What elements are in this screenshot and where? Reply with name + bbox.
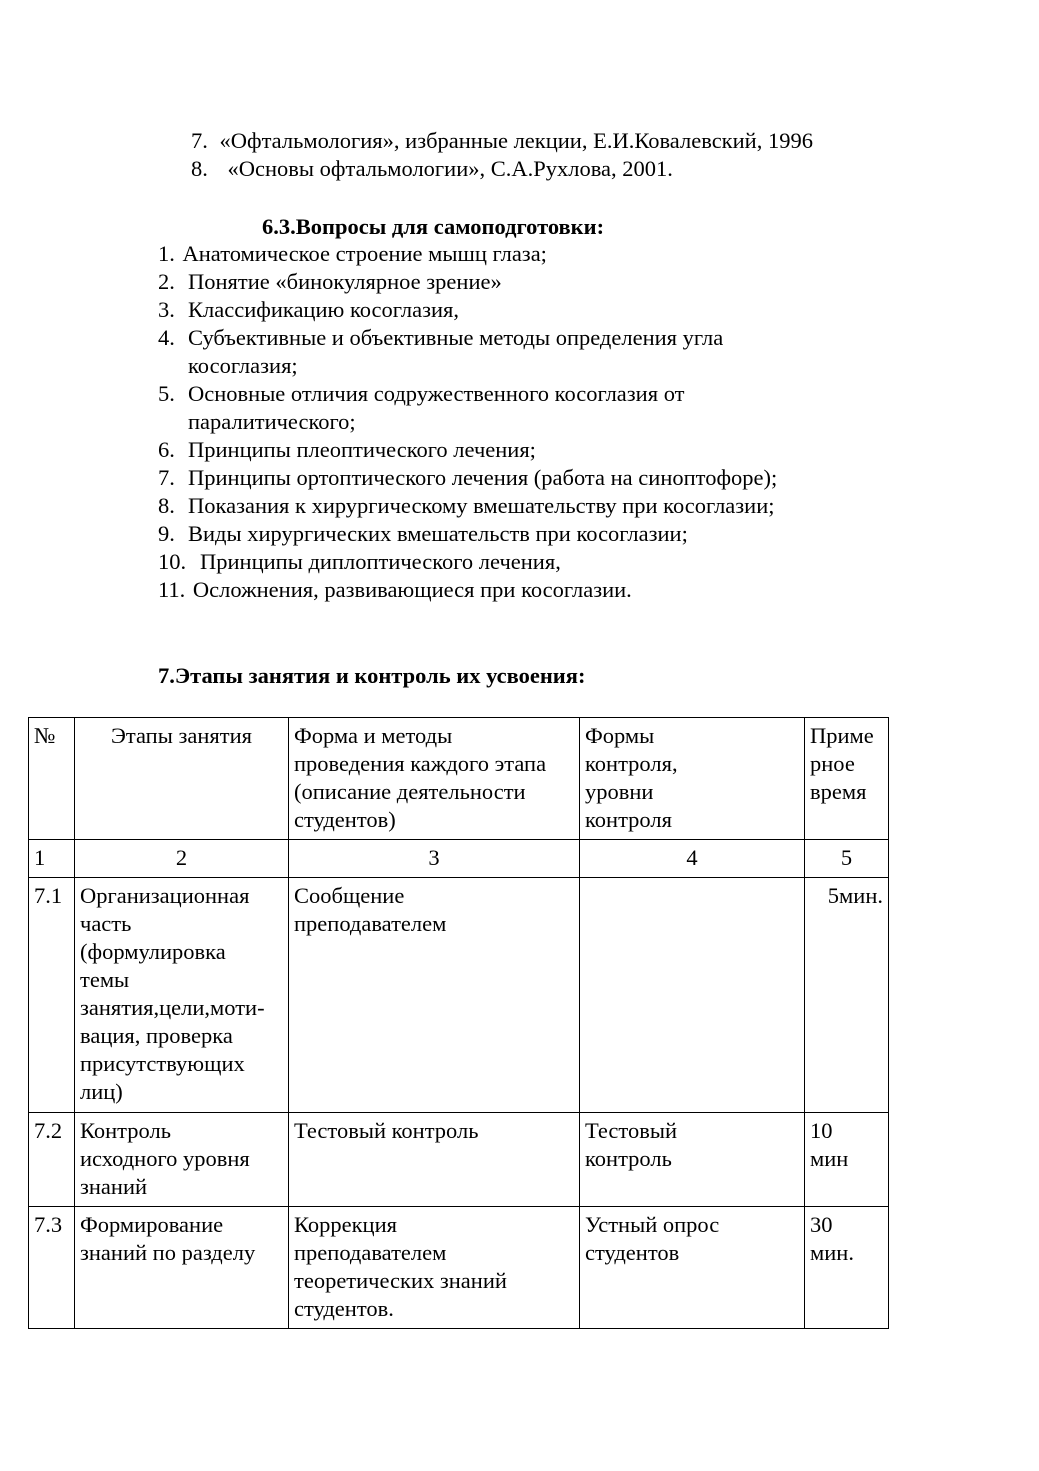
reference-item (191, 155, 673, 183)
reference-text: «Офтальмология», избранные лекции, Е.И.Ковалевский, 1996 (219, 128, 813, 153)
column-number: 2 (75, 840, 289, 878)
question-text-continued: косоглазия; (188, 353, 298, 378)
row-control (580, 878, 805, 1113)
question-number: 1. (158, 241, 175, 266)
header-control: Формы контроля, уровни контроля (580, 718, 805, 840)
question-number: 10. (158, 549, 187, 574)
question-text: Понятие «бинокулярное зрение» (188, 269, 502, 294)
reference-number: 7. (191, 128, 208, 153)
row-control: Устный опрос студентов (580, 1207, 805, 1329)
question-item (158, 324, 175, 352)
question-text: Субъективные и объективные методы определения угла (188, 325, 724, 350)
question-text: Принципы ортоптического лечения (работа на синоптофоре); (188, 465, 778, 490)
stages-table (28, 717, 889, 1329)
question-text: Виды хирургических вмешательств при косоглазии; (188, 521, 688, 546)
question-item (158, 548, 186, 576)
question-item (158, 464, 175, 492)
question-number: 9. (158, 521, 175, 546)
question-number: 8. (158, 493, 175, 518)
reference-text: «Основы офтальмологии», С.А.Рухлова, 2001. (227, 156, 673, 181)
row-form: Коррекция преподавателем теоретических знаний студентов. (289, 1207, 580, 1329)
reference-number: 8. (191, 156, 208, 181)
question-number: 4. (158, 325, 175, 350)
question-text: Принципы плеоптического лечения; (188, 437, 536, 462)
row-form: Тестовый контроль (289, 1113, 580, 1207)
row-form: Сообщение преподавателем (289, 878, 580, 1113)
column-number: 4 (580, 840, 805, 878)
row-stage: Контроль исходного уровня знаний (75, 1113, 289, 1207)
question-number: 5. (158, 381, 175, 406)
reference-item (191, 127, 813, 155)
column-number: 5 (805, 840, 889, 878)
question-text: Основные отличия содружественного косоглазия от (188, 381, 685, 406)
table-row (29, 1207, 889, 1329)
question-item (158, 492, 175, 520)
questions-heading: 6.3.Вопросы для самоподготовки: (262, 214, 605, 239)
column-number: 1 (29, 840, 75, 878)
question-item (158, 520, 175, 548)
question-item (158, 436, 175, 464)
question-text: Анатомическое строение мышц глаза; (182, 241, 547, 266)
row-stage: Организационная часть (формулировка темы занятия,цели,моти- вация, проверка присутствующих лиц) (75, 878, 289, 1113)
question-number: 6. (158, 437, 175, 462)
question-number: 7. (158, 465, 175, 490)
question-item (158, 296, 175, 324)
question-item (158, 268, 175, 296)
row-stage: Формирование знаний по разделу (75, 1207, 289, 1329)
row-number: 7.3 (29, 1207, 75, 1329)
column-number: 3 (289, 840, 580, 878)
row-number: 7.1 (29, 878, 75, 1113)
question-item (158, 240, 547, 268)
table-header-row (29, 718, 889, 840)
row-time: 5мин. (805, 878, 889, 1113)
row-control: Тестовый контроль (580, 1113, 805, 1207)
question-text: Осложнения, развивающиеся при косоглазии. (192, 577, 632, 602)
row-number: 7.2 (29, 1113, 75, 1207)
question-text: Классификацию косоглазия, (188, 297, 459, 322)
header-number: № (29, 718, 75, 840)
question-text-continued: паралитического; (188, 409, 356, 434)
question-number: 2. (158, 269, 175, 294)
table-row (29, 878, 889, 1113)
question-text: Принципы диплоптического лечения, (200, 549, 561, 574)
column-number-row (29, 840, 889, 878)
question-text: Показания к хирургическому вмешательству при косоглазии; (188, 493, 775, 518)
header-form: Форма и методы проведения каждого этапа (описание деятельности студентов) (289, 718, 580, 840)
row-time: 30 мин. (805, 1207, 889, 1329)
header-time: Приме рное время (805, 718, 889, 840)
question-item (158, 576, 632, 604)
question-number: 11. (158, 577, 186, 602)
question-number: 3. (158, 297, 175, 322)
row-time: 10 мин (805, 1113, 889, 1207)
stages-heading: 7.Этапы занятия и контроль их усвоения: (158, 663, 586, 688)
table-row (29, 1113, 889, 1207)
header-stage: Этапы занятия (75, 718, 289, 840)
question-item (158, 380, 175, 408)
